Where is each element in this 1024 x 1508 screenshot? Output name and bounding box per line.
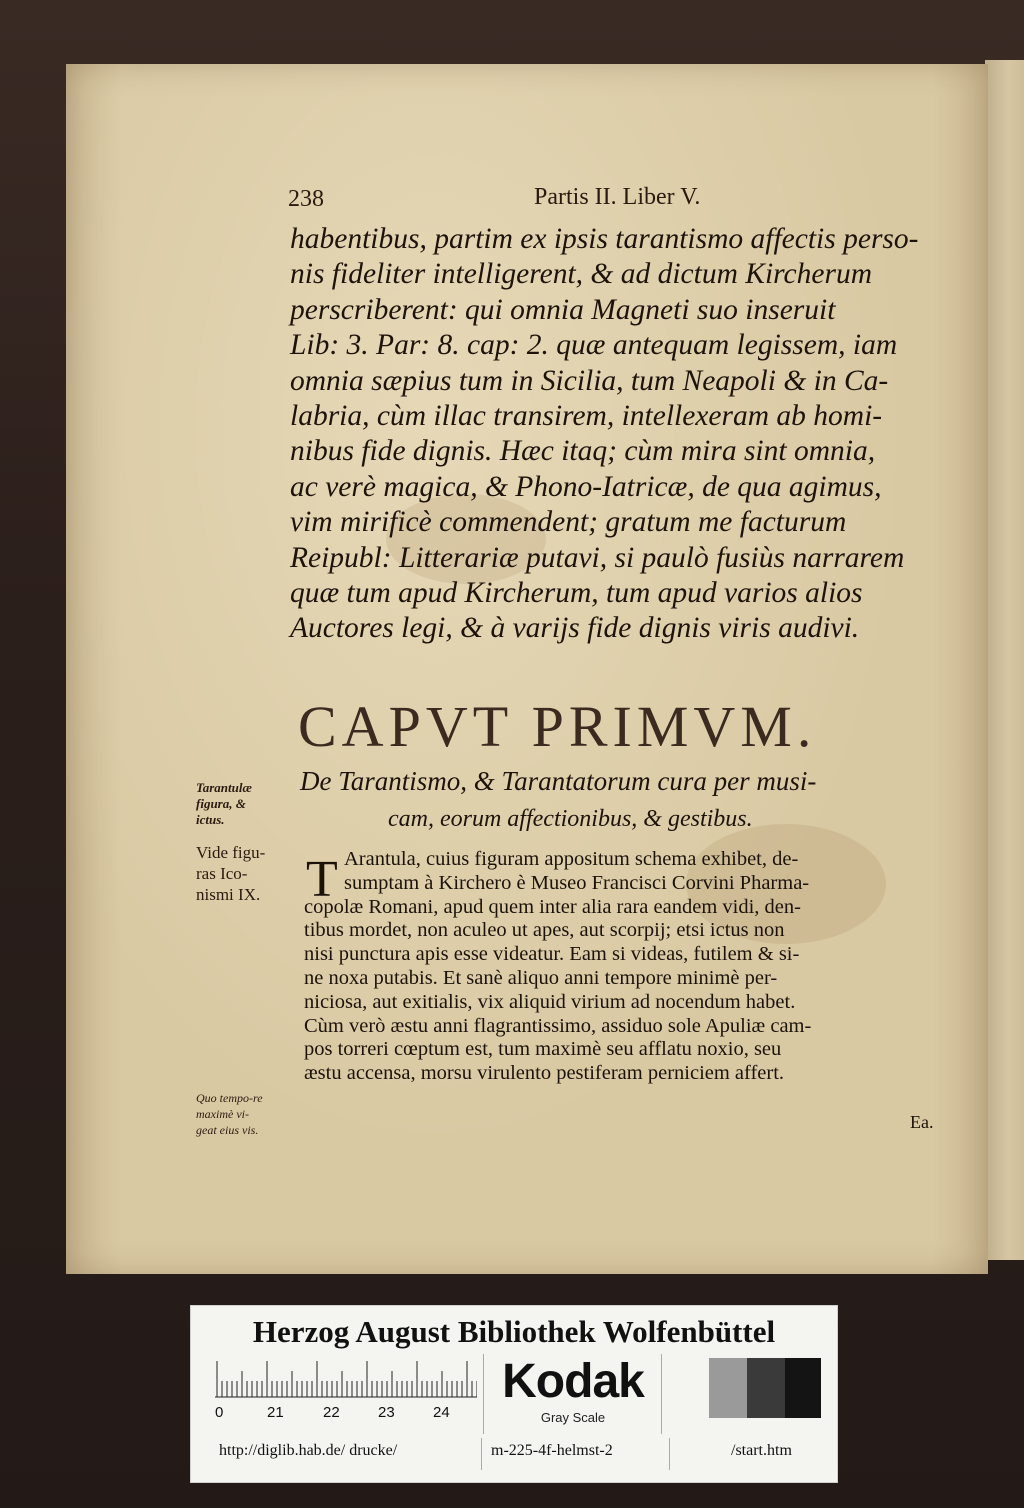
divider: [661, 1354, 662, 1434]
margin-note-line: geat eius vis.: [196, 1123, 259, 1137]
gray-swatch-dark: [747, 1358, 785, 1418]
text-line: niciosa, aut exitialis, vix aliquid virium ad nocendum habet.: [304, 990, 796, 1013]
margin-note-line: figura, &: [196, 796, 246, 811]
drop-cap: T: [306, 851, 338, 908]
margin-note-line: nismi IX.: [196, 885, 261, 904]
margin-note-tarantula: [196, 780, 252, 828]
page-number: 238: [288, 186, 324, 212]
running-head: [288, 178, 808, 218]
italic-paragraph: [290, 222, 950, 647]
url-left: http://diglib.hab.de/ drucke/: [219, 1442, 398, 1459]
ruler-labels: [215, 1404, 485, 1424]
text-line: Cùm verò æstu anni flagrantissimo, assiduo sole Apuliæ cam-: [304, 1014, 812, 1037]
margin-note-line: ras Ico-: [196, 864, 248, 883]
text-line: nis fideliter intelligerent, & ad dictum Kircherum: [290, 258, 873, 291]
text-line: nisi punctura apis esse videatur. Eam si videas, futilem & si-: [304, 943, 800, 966]
subtitle-line: cam, eorum affectionibus, & gestibus.: [388, 806, 753, 832]
scan-identifier: m-225-4f-helmst-2: [491, 1442, 613, 1459]
text-line: Reipubl: Litterariæ putavi, si paulò fusiùs narrarem: [290, 541, 905, 574]
margin-note-season: [196, 1090, 263, 1138]
text-line: æstu accensa, morsu virulento pestiferam perniciem affert.: [304, 1062, 785, 1085]
divider: [669, 1438, 670, 1470]
body-paragraph: [304, 848, 954, 1086]
margin-note-figures: [196, 842, 265, 905]
text-line: omnia sæpius tum in Sicilia, tum Neapoli & in Ca-: [290, 364, 889, 397]
text-line: Auctores legi, & à varijs fide dignis viris audivi.: [290, 612, 860, 645]
margin-note-line: Vide figu-: [196, 843, 266, 862]
margin-note-line: ictus.: [196, 812, 225, 827]
facing-page-edge: [985, 60, 1024, 1260]
margin-note-line: Quo tempo-re: [196, 1091, 263, 1105]
text-line: perscriberent: qui omnia Magneti suo inseruit: [290, 293, 836, 326]
text-line: nibus fide dignis. Hæc itaq; cùm mira sint omnia,: [290, 435, 876, 468]
divider: [483, 1354, 484, 1434]
text-line: pos torreri cœptum est, tum maximè seu afflatu noxio, seu: [304, 1038, 782, 1061]
text-line: quæ tum apud Kircherum, tum apud varios alios: [290, 577, 863, 610]
subtitle-line: De Tarantismo, & Tarantatorum cura per musi-: [300, 766, 817, 796]
library-card: [190, 1305, 838, 1483]
ruler-label: 22: [323, 1404, 340, 1421]
catchword: Ea.: [910, 1112, 934, 1132]
ruler-label: 21: [267, 1404, 284, 1421]
text-line: Arantula, cuius figuram appositum schema exhibet, de-: [344, 848, 799, 870]
library-name: Herzog August Bibliothek Wolfenbüttel: [252, 1314, 776, 1349]
chapter-subtitle: [300, 762, 950, 838]
card-footer: [191, 1442, 837, 1472]
url-right: /start.htm: [731, 1442, 792, 1459]
running-title: Partis II. Liber V.: [534, 184, 701, 210]
text-line: tibus mordet, non aculeo ut apes, aut scorpij; etsi ictus non: [304, 919, 785, 942]
text-line: habentibus, partim ex ipsis tarantismo affectis perso-: [290, 223, 919, 255]
text-line: sumptam à Kirchero è Museo Francisci Corvini Pharma-: [344, 871, 810, 894]
text-line: vim mirificè commendent; gratum me facturum: [290, 506, 847, 539]
gray-swatches: [709, 1358, 821, 1418]
margin-note-line: maximè vi-: [196, 1107, 249, 1121]
ruler-scale: [215, 1358, 477, 1398]
gray-swatch-black: [785, 1358, 821, 1418]
kodak-logo: Kodak: [502, 1355, 644, 1408]
divider: [481, 1438, 482, 1470]
ruler-label: 23: [378, 1404, 395, 1421]
text-line: copolæ Romani, apud quem inter alia rara eandem vidi, den-: [304, 895, 801, 918]
ruler-label: 24: [433, 1404, 450, 1421]
gray-scale-label: Gray Scale: [540, 1410, 606, 1425]
chapter-heading: CAPVT PRIMVM.: [298, 694, 817, 759]
margin-note-line: Tarantulæ: [196, 780, 252, 795]
gray-swatch-light: [709, 1358, 747, 1418]
text-line: labria, cùm illac transirem, intellexeram ab homi-: [290, 400, 883, 433]
text-line: ac verè magica, & Phono-Iatricæ, de qua agimus,: [290, 470, 882, 503]
text-line: Lib: 3. Par: 8. cap: 2. quæ antequam legissem, iam: [290, 329, 898, 362]
ruler-label: 0: [215, 1404, 224, 1421]
text-line: ne noxa putabis. Et sanè aliquo anni tempore minimè per-: [304, 966, 778, 989]
